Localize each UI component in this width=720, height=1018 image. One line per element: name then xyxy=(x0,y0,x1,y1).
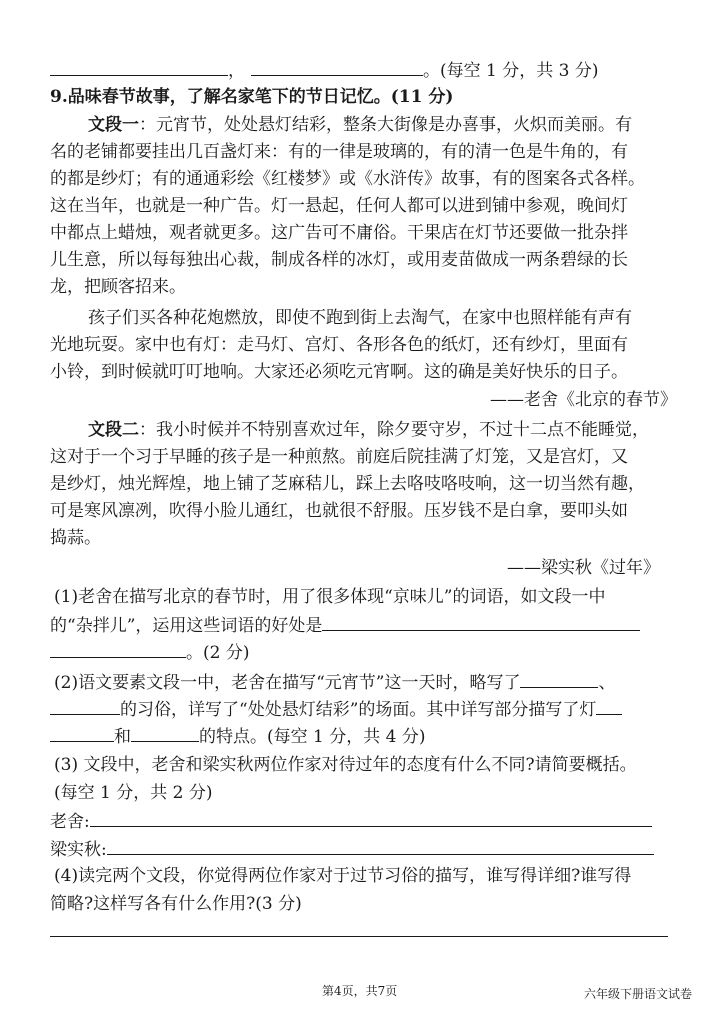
passage2-label: 文段二 xyxy=(88,420,139,440)
passage2-line: 捣蒜。 xyxy=(50,528,101,548)
subquestion-1-line2: 的“杂拌儿”，运用这些词语的好处是 xyxy=(50,613,640,638)
passage1-line: 这在当年，也就是一种广告。灯一悬起，任何人都可以进到铺中参观，晚间灯 xyxy=(50,196,628,216)
passage1-line: 儿生意，所以每每独出心裁，制成各样的冰灯，或用麦苗做成一两条碧绿的长 xyxy=(50,250,628,270)
liang-label: 梁实秋: xyxy=(50,840,107,860)
subquestion-3-score: (每空 1 分，共 2 分) xyxy=(54,783,213,803)
passage2-line: 这对于一个习于早睡的孩子是一种煎熬。前庭后院挂满了灯笼，又是宫灯，又 xyxy=(50,447,628,467)
laoshe-label: 老舍: xyxy=(50,812,90,832)
subquestion-4: (4)读完两个文段，你觉得两位作家对于过节习俗的描写，谁写得详细?谁写得 xyxy=(54,866,632,886)
subquestion-4-line2: 简略?这样写各有什么作用?(3 分) xyxy=(50,894,302,914)
subquestion-2: (2)语文要素文段一中，老舍在描写“元宵节”这一天时，略写了 、 xyxy=(54,670,615,695)
answer-blank[interactable] xyxy=(131,724,199,742)
passage2-source: ——梁实秋《过年》 xyxy=(507,558,660,578)
passage1-line: 小铃，到时候就叮叮地响。大家还必须吃元宵啊。这的确是美好快乐的日子。 xyxy=(50,362,628,382)
passage1-line: 光地玩耍。家中也有灯：走马灯、宫灯、各形各色的纸灯，还有纱灯，里面有 xyxy=(50,335,628,355)
answer-blank[interactable] xyxy=(50,724,114,742)
answer-row-liang xyxy=(50,837,654,862)
answer-blank[interactable] xyxy=(50,58,228,76)
passage2-line: 文段二：我小时候并不特别喜欢过年，除夕要守岁，不过十二点不能睡觉， xyxy=(88,420,649,440)
passage2-line: 是纱灯，烛光辉煌，地上铺了芝麻秸儿，踩上去咯吱咯吱响，这一切当然有趣， xyxy=(50,474,645,494)
passage1-label: 文段一 xyxy=(88,115,139,135)
page-number: 第4页，共7页 xyxy=(322,984,398,998)
answer-blank[interactable] xyxy=(596,697,622,715)
passage1-source: ——老舍《北京的春节》 xyxy=(490,390,677,410)
subquestion-1-line3: 。(2 分) xyxy=(50,640,249,665)
passage1-line: 的都是纱灯；有的通通彩绘《红楼梦》或《水浒传》故事，有的图案各式各样。 xyxy=(50,169,645,189)
subquestion-2-line3: 和 的特点。(每空 1 分，共 4 分) xyxy=(50,724,426,749)
passage1-line: 文段一：元宵节，处处悬灯结彩，整条大街像是办喜事，火炽而美丽。有 xyxy=(88,115,632,135)
answer-blank[interactable] xyxy=(322,613,640,631)
passage1-line: 龙，把顾客招来。 xyxy=(50,277,186,297)
question-9-title: 9.品味春节故事，了解名家笔下的节日记忆。(11 分) xyxy=(50,87,454,107)
subquestion-3: (3) 文段中，老舍和梁实秋两位作家对待过年的态度有什么不同?请简要概括。 xyxy=(54,755,637,775)
answer-blank[interactable] xyxy=(251,58,423,76)
answer-row-laoshe xyxy=(50,809,652,834)
answer-blank[interactable] xyxy=(50,640,186,658)
subquestion-1: (1)老舍在描写北京的春节时，用了很多体现“京味儿”的词语，如文段一中 xyxy=(54,587,606,607)
answer-blank[interactable] xyxy=(90,809,652,827)
answer-line[interactable] xyxy=(50,936,668,937)
passage1-line: 孩子们买各种花炮燃放，即使不跑到街上去淘气，在家中也照样能有声有 xyxy=(88,308,632,328)
previous-answer-line: ， 。(每空 1 分，共 3 分) xyxy=(50,58,599,83)
answer-blank[interactable] xyxy=(50,697,120,715)
passage2-line: 可是寒风凛冽，吹得小脸儿通红，也就很不舒服。压岁钱不是白拿，要叩头如 xyxy=(50,501,628,521)
answer-blank[interactable] xyxy=(107,837,654,855)
passage1-line: 中都点上蜡烛，观者就更多。这广告可不庸俗。干果店在灯节还要做一批杂拌 xyxy=(50,223,628,243)
footer-title: 六年级下册语文试卷 xyxy=(584,987,693,1001)
subquestion-2-line2: 的习俗，详写了“处处悬灯结彩”的场面。其中详写部分描写了灯 xyxy=(50,697,622,722)
answer-blank[interactable] xyxy=(520,670,598,688)
passage1-line: 名的老铺都要挂出几百盏灯来：有的一律是玻璃的，有的清一色是牛角的，有 xyxy=(50,142,628,162)
